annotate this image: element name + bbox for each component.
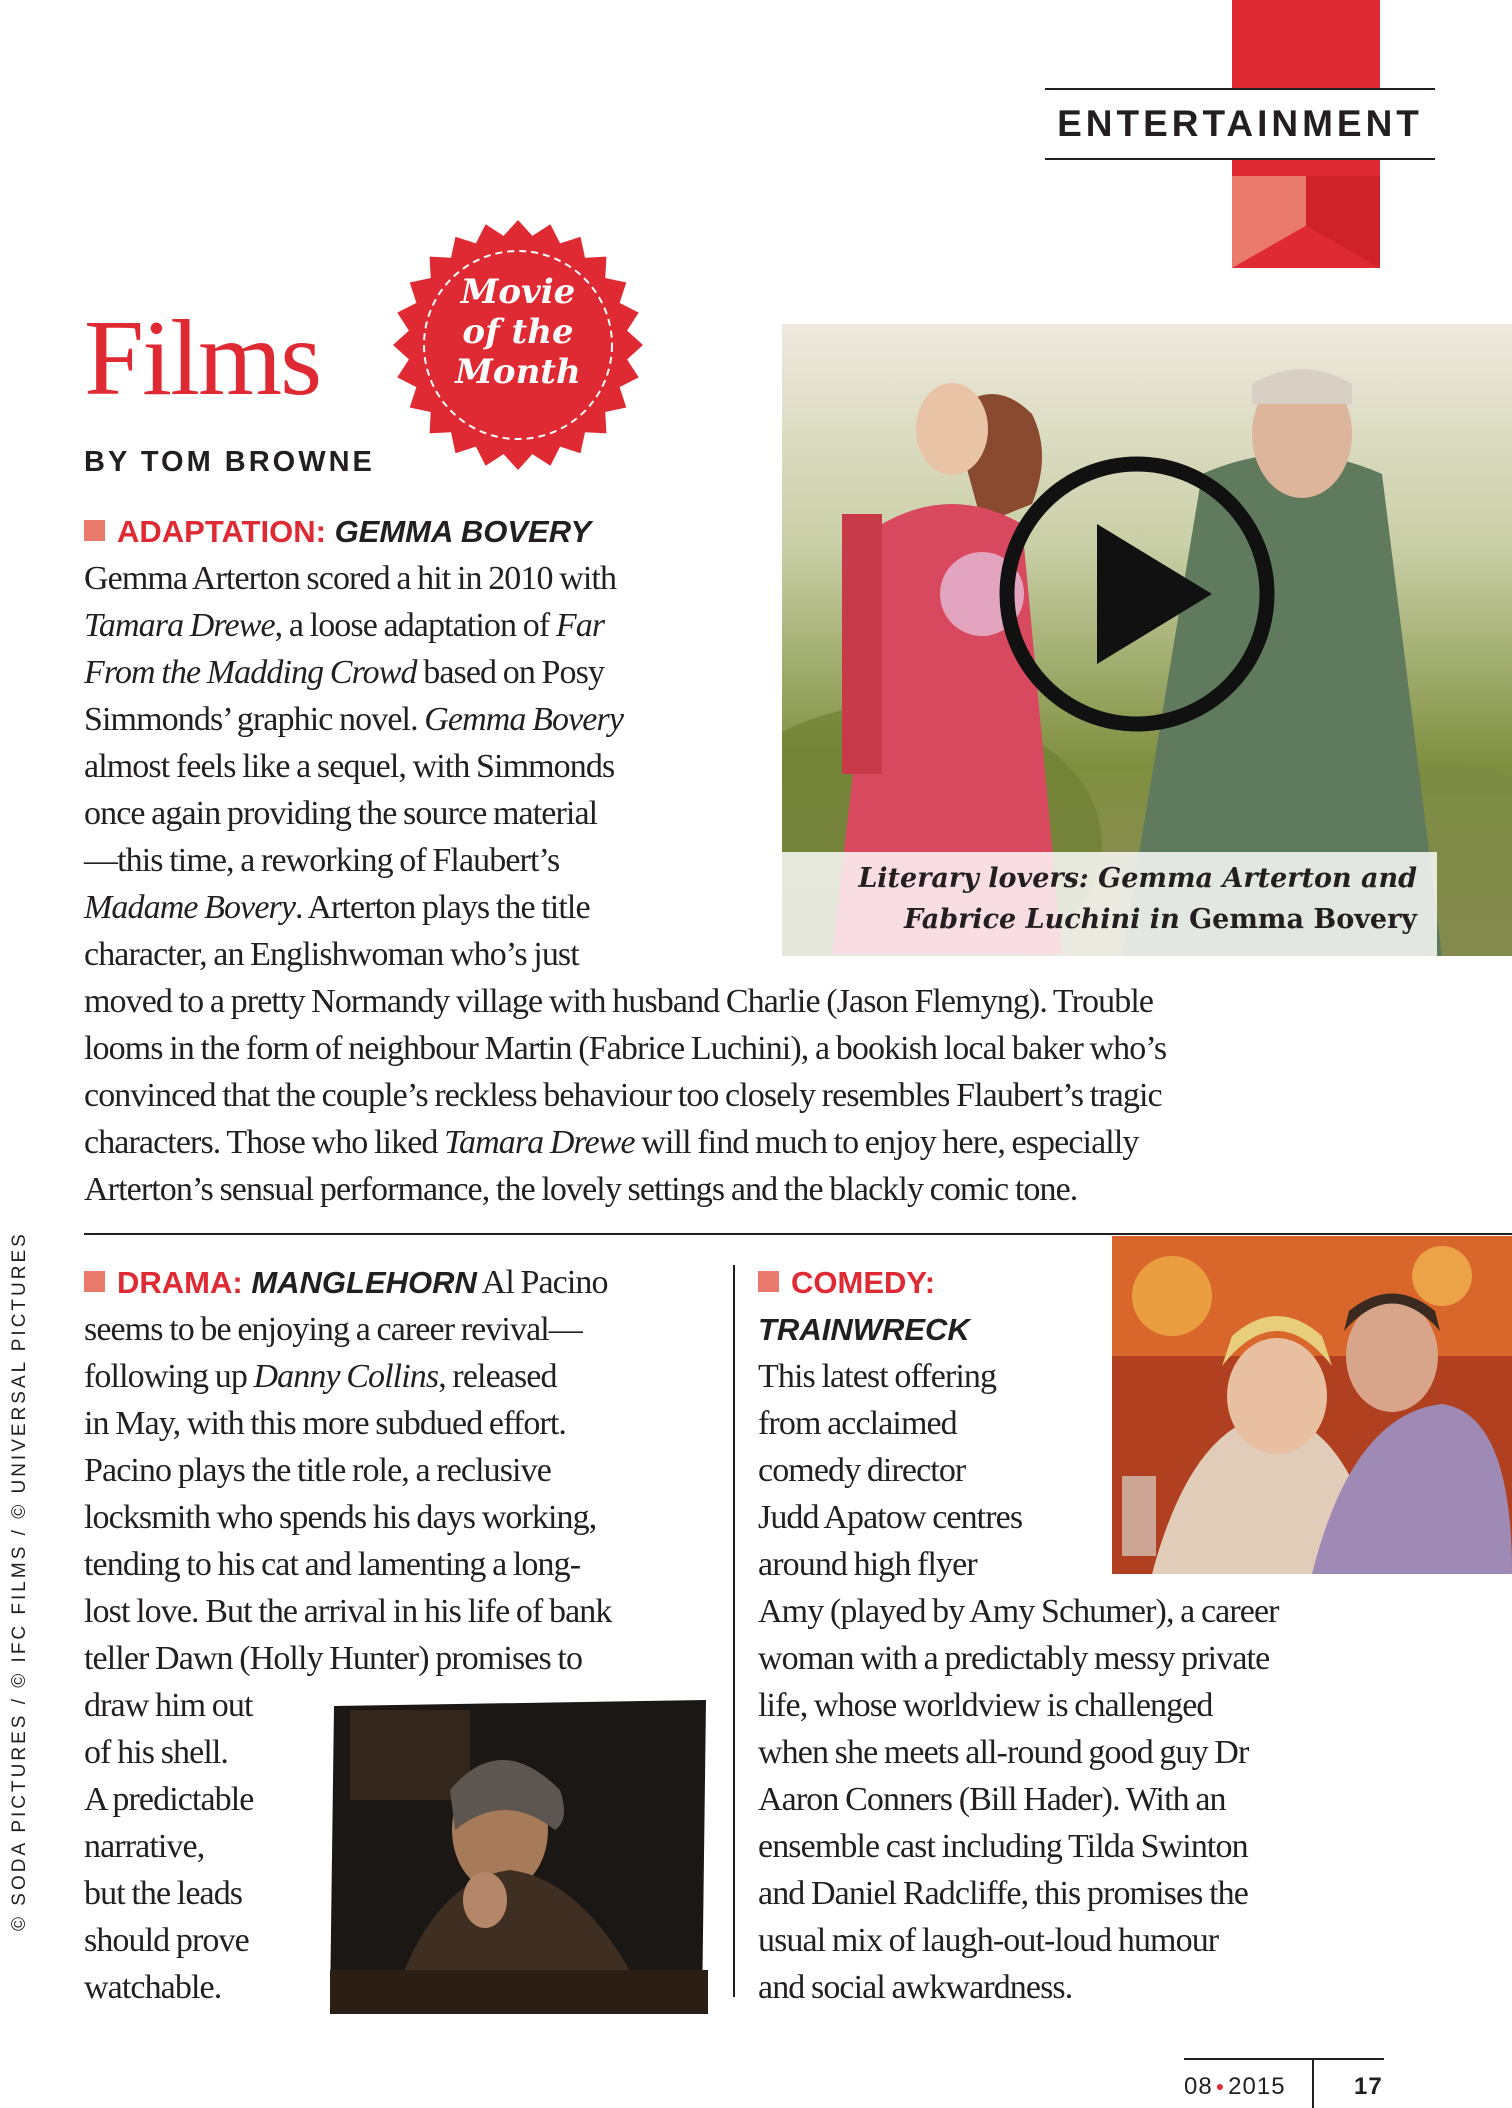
text-segment: following up: [84, 1358, 254, 1395]
manglehorn-photo: [330, 1700, 708, 2014]
text-segment: A predictable: [84, 1781, 254, 1818]
text-line: [758, 1729, 1478, 1776]
text-segment: , a loose adaptation of: [274, 607, 556, 644]
text-line: [84, 1353, 724, 1400]
text-line: [758, 1776, 1478, 1823]
issue-month: 08: [1184, 2073, 1213, 2100]
text-line: [758, 1917, 1478, 1964]
text-segment: woman with a predictably messy private: [758, 1640, 1270, 1677]
text-segment: almost feels like a sequel, with Simmonds: [84, 748, 615, 785]
italic-title: Gemma Bovery: [424, 701, 624, 738]
film-title: GEMMA BOVERY: [334, 514, 592, 549]
text-line: [84, 1541, 724, 1588]
page-title: Films: [84, 299, 321, 418]
text-segment: Gemma Arterton scored a hit in 2010 with: [84, 560, 617, 597]
text-segment: watchable.: [84, 1969, 222, 2006]
text-line: [84, 978, 1414, 1025]
text-segment: based on Posy: [416, 654, 605, 691]
trainwreck-photo: [1112, 1236, 1512, 1574]
italic-title: Tamara Drewe: [444, 1124, 635, 1161]
text-segment: looms in the form of neighbour Martin (Fabrice Luchini), a bookish local baker who’s: [84, 1030, 1167, 1067]
film-title: TRAINWRECK: [758, 1312, 970, 1347]
drama-first-text: Al Pacino: [476, 1264, 608, 1301]
text-segment: Pacino plays the title role, a reclusive: [84, 1452, 551, 1489]
text-segment: seems to be enjoying a career revival—: [84, 1311, 582, 1348]
section-divider: [84, 1233, 1512, 1235]
text-segment: and social awkwardness.: [758, 1969, 1073, 2006]
text-line: [84, 1400, 724, 1447]
section-label: ENTERTAINMENT: [1045, 88, 1435, 160]
footer-rule: [1184, 2058, 1384, 2060]
column-divider: [733, 1265, 735, 1997]
italic-title: Far: [555, 607, 605, 644]
text-segment: narrative,: [84, 1828, 205, 1865]
text-segment: once again providing the source material: [84, 795, 598, 832]
film-title: MANGLEHORN: [251, 1265, 477, 1300]
text-line: [758, 1964, 1478, 2011]
italic-title: From the Madding Crowd: [84, 654, 417, 691]
genre-label: COMEDY:: [791, 1265, 936, 1300]
text-segment: tending to his cat and lamenting a long-: [84, 1546, 581, 1583]
text-segment: Aaron Conners (Bill Hader). With an: [758, 1781, 1226, 1818]
text-segment: and Daniel Radcliffe, this promises the: [758, 1875, 1248, 1912]
text-segment: usual mix of laugh-out-loud humour: [758, 1922, 1219, 1959]
text-segment: . Arterton plays the title: [295, 889, 590, 926]
text-segment: character, an Englishwoman who’s just: [84, 936, 579, 973]
badge-line: Movie: [460, 272, 576, 312]
byline: BY TOM BROWNE: [84, 446, 375, 478]
text-line: [84, 1447, 724, 1494]
text-segment: , released: [438, 1358, 557, 1395]
italic-title: Madame Bovery: [84, 889, 296, 926]
text-segment: but the leads: [84, 1875, 243, 1912]
text-segment: Arterton’s sensual performance, the lovely settings and the blackly comic tone.: [84, 1171, 1078, 1208]
text-line: [758, 1682, 1478, 1729]
issue-date: [1184, 2073, 1286, 2101]
photo-caption: [782, 852, 1437, 956]
footer-divider: [1312, 2058, 1314, 2108]
text-segment: comedy director: [758, 1452, 966, 1489]
text-segment: of his shell.: [84, 1734, 229, 1771]
italic-title: Tamara Drewe: [84, 607, 275, 644]
drama-first-line: [84, 1259, 724, 1306]
text-line: [84, 1025, 1414, 1072]
text-segment: ensemble cast including Tilda Swinton: [758, 1828, 1248, 1865]
text-line: [84, 1072, 1414, 1119]
text-segment: should prove: [84, 1922, 249, 1959]
caption-film-title: Gemma Bovery: [1189, 904, 1417, 935]
badge-line: of the: [462, 312, 574, 352]
text-line: [758, 1823, 1478, 1870]
page-number: 17: [1354, 2073, 1383, 2100]
text-segment: teller Dawn (Holly Hunter) promises to: [84, 1640, 583, 1677]
caption-line: Literary lovers: Gemma Arterton and: [858, 863, 1417, 894]
text-segment: Simmonds’ graphic novel.: [84, 701, 425, 738]
text-segment: when she meets all-round good guy Dr: [758, 1734, 1249, 1771]
text-segment: moved to a pretty Normandy village with husband Charlie (Jason Flemyng). Trouble: [84, 983, 1154, 1020]
text-line: [758, 1588, 1478, 1635]
text-line: [758, 1870, 1478, 1917]
text-line: [84, 1119, 1414, 1166]
square-bullet-icon: [758, 1271, 779, 1292]
text-segment: Judd Apatow centres: [758, 1499, 1023, 1536]
text-segment: from acclaimed: [758, 1405, 957, 1442]
text-segment: in May, with this more subdued effort.: [84, 1405, 567, 1442]
genre-label: DRAMA:: [117, 1265, 243, 1300]
dot-icon: ●: [1215, 2078, 1226, 2094]
text-segment: convinced that the couple’s reckless behaviour too closely resembles Flaubert’s tragic: [84, 1077, 1162, 1114]
text-segment: —this time, a reworking of Flaubert’s: [84, 842, 560, 879]
text-segment: around high flyer: [758, 1546, 977, 1583]
text-segment: characters. Those who liked: [84, 1124, 445, 1161]
text-line: [84, 1635, 724, 1682]
text-segment: locksmith who spends his days working,: [84, 1499, 597, 1536]
text-line: [84, 1494, 724, 1541]
text-segment: life, whose worldview is challenged: [758, 1687, 1213, 1724]
photo-credit: © SODA PICTURES / © IFC FILMS / © UNIVERSAL PICTURES: [9, 1231, 30, 1931]
caption-italic: Fabrice Luchini in: [904, 904, 1190, 935]
italic-title: Danny Collins: [253, 1358, 439, 1395]
text-segment: draw him out: [84, 1687, 253, 1724]
badge-text: [393, 272, 643, 392]
square-bullet-icon: [84, 1271, 105, 1292]
text-segment: This latest offering: [758, 1358, 997, 1395]
square-bullet-icon: [84, 520, 105, 541]
caption-line: [782, 899, 1417, 940]
text-line: [758, 1635, 1478, 1682]
genre-label: ADAPTATION:: [117, 514, 326, 549]
issue-year: 2015: [1228, 2073, 1286, 2100]
text-segment: lost love. But the arrival in his life of bank: [84, 1593, 612, 1630]
text-segment: will find much to enjoy here, especially: [634, 1124, 1139, 1161]
text-line: [84, 1306, 724, 1353]
text-segment: Amy (played by Amy Schumer), a career: [758, 1593, 1279, 1630]
badge-line: Month: [455, 352, 581, 392]
text-line: [84, 1166, 1414, 1213]
text-line: [84, 1588, 724, 1635]
